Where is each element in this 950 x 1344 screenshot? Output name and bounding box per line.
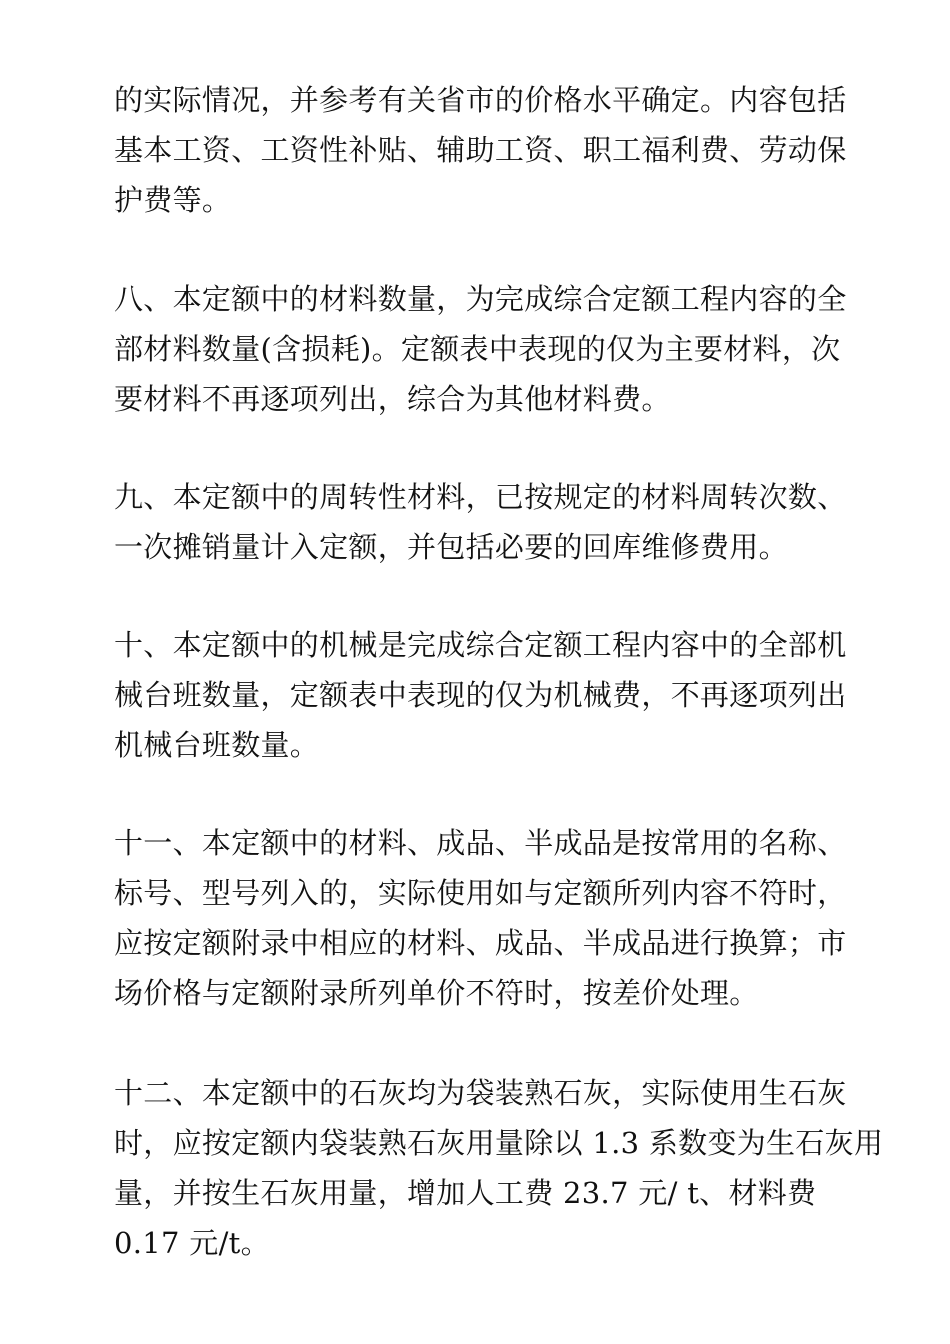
text-line: 0.17 元/t。 (114, 1226, 270, 1260)
text-line: 护费等。 (114, 183, 232, 217)
text-line: 十一、本定额中的材料、成品、半成品是按常用的名称、 (114, 826, 847, 860)
text-line: 十、本定额中的机械是完成综合定额工程内容中的全部机 (114, 628, 847, 662)
text-line: 标号、型号列入的，实际使用如与定额所列内容不符时， (114, 876, 847, 910)
text-line: 场价格与定额附录所列单价不符时，按差价处理。 (114, 976, 759, 1010)
text-line: 一次摊销量计入定额，并包括必要的回库维修费用。 (114, 530, 788, 564)
text-line: 的实际情况，并参考有关省市的价格水平确定。内容包括 (114, 83, 847, 117)
paragraph-section-9 (114, 472, 874, 572)
text-line: 时，应按定额内袋装熟石灰用量除以 1.3 系数变为生石灰用 (114, 1126, 884, 1160)
text-line: 基本工资、工资性补贴、辅助工资、职工福利费、劳动保 (114, 133, 847, 167)
text-line: 量，并按生石灰用量，增加人工费 23.7 元/ t、材料费 (114, 1176, 817, 1210)
text-line: 应按定额附录中相应的材料、成品、半成品进行换算；市 (114, 926, 847, 960)
paragraph-section-10 (114, 620, 874, 770)
text-line: 部材料数量(含损耗)。定额表中表现的仅为主要材料，次 (114, 332, 841, 366)
text-line: 要材料不再逐项列出，综合为其他材料费。 (114, 382, 671, 416)
paragraph-labor-cost (114, 75, 874, 225)
text-line: 械台班数量，定额表中表现的仅为机械费，不再逐项列出 (114, 678, 847, 712)
paragraph-section-8 (114, 274, 874, 424)
text-line: 机械台班数量。 (114, 728, 320, 762)
text-line: 十二、本定额中的石灰均为袋装熟石灰，实际使用生石灰 (114, 1076, 847, 1110)
paragraph-section-12 (114, 1068, 884, 1268)
text-line: 八、本定额中的材料数量，为完成综合定额工程内容的全 (114, 282, 847, 316)
text-line: 九、本定额中的周转性材料，已按规定的材料周转次数、 (114, 480, 847, 514)
paragraph-section-11 (114, 818, 874, 1018)
